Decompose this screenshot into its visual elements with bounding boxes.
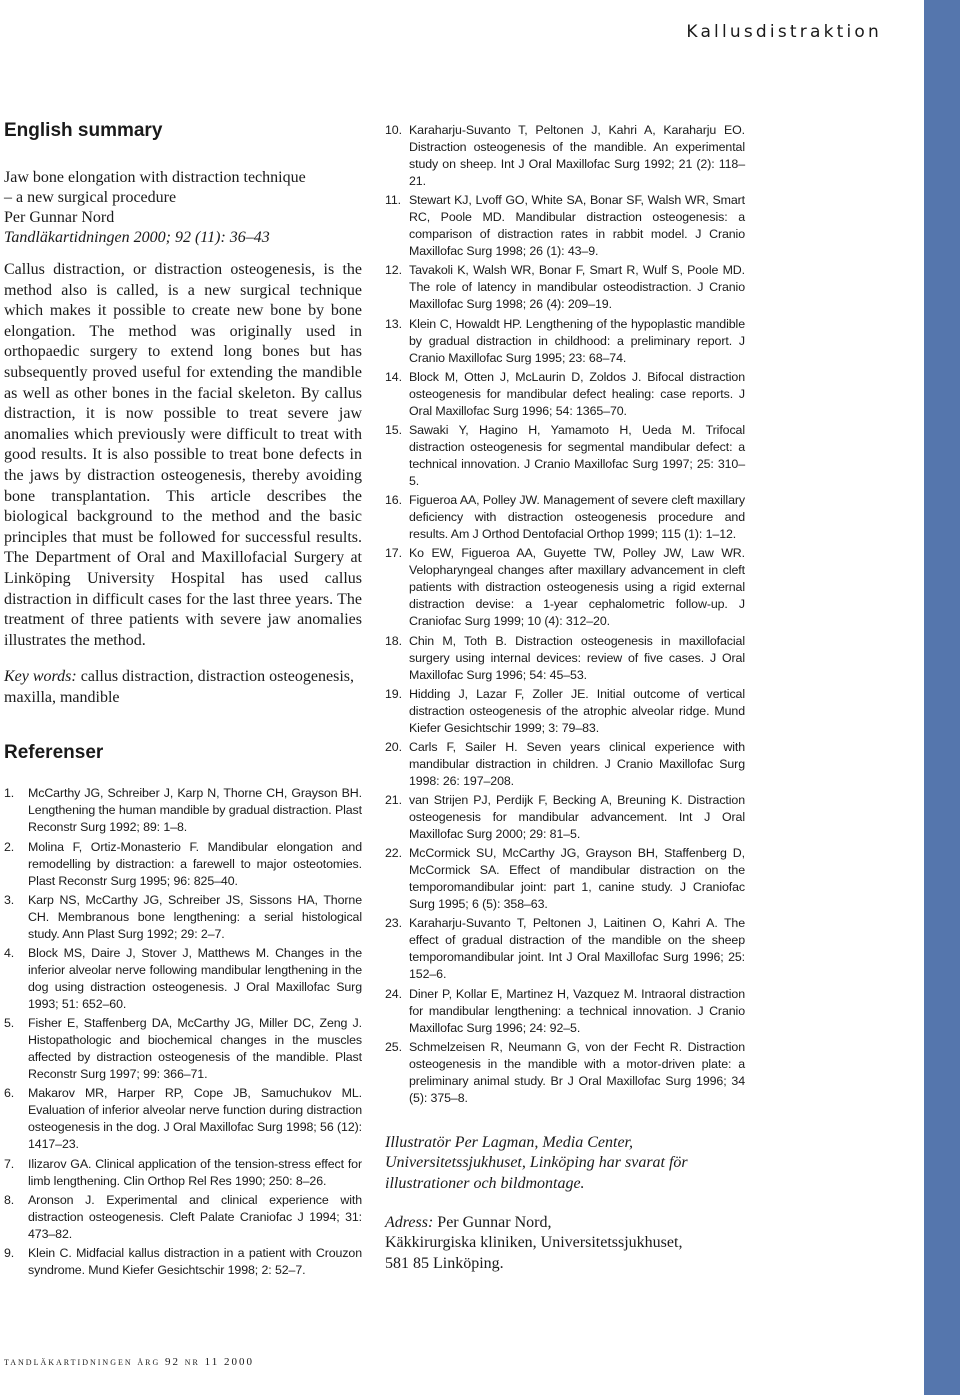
reference-item: 12. Tavakoli K, Walsh WR, Bonar F, Smart R, Wulf S, Poole MD. The role of latency in mandibular osteodistraction. J Cranio Maxillofac Surg 1998; 26 (4): 209–19. [385, 263, 745, 312]
running-head: Kallusdistraktion [686, 22, 882, 42]
right-column [385, 122, 745, 1274]
reference-item: 17. Ko EW, Figueroa AA, Guyette TW, Polley JW, Law WR. Velopharyngeal changes after maxillary advancement in cleft patients with distraction osteogenesis using a rigid external distraction devise: a 1-year cephalometric follow-up. J Craniofac Surg 1999; 10 (4): 312–20. [385, 546, 745, 629]
reference-item: 20. Carls F, Sailer H. Seven years clinical experience with mandibular distraction in children. J Cranio Maxillofac Surg 1998: 26: 197–208. [385, 739, 745, 788]
reference-item: 3. Karp NS, McCarthy JG, Schreiber JS, Sissons HA, Thorne CH. Membranous bone lengthening: a serial histological study. Ann Plast Surg 1992; 29: 2–7. [4, 892, 362, 941]
reference-item: 14. Block M, Otten J, McLaurin D, Zoldos J. Bifocal distraction osteogenesis for mandibular defect healing: case reports. J Oral Maxillofac Surg 1996; 54: 1365–70. [385, 369, 745, 418]
reference-item: 22. McCormick SU, McCarthy JG, Grayson BH, Staffenberg D, McCormick SA. Effect of mandibular distraction on the temporomandibular joint: part 1, canine study. J Craniofac Surg 1995; 6 (5): 358–63. [385, 846, 745, 912]
summary-citation: Tandläkartidningen 2000; 92 (11): 36–43 [4, 229, 270, 246]
reference-item: 5. Fisher E, Staffenberg DA, McCarthy JG, Miller DC, Zeng J. Histopathologic and biochemical changes in the muscles affected by distraction osteogenesis of the mandible. Plast Reconstr Surg 1997; 99: 366–71. [4, 1016, 362, 1082]
reference-item: 18. Chin M, Toth B. Distraction osteogenesis in maxillofacial surgery using internal devices: review of five cases. J Oral Maxillofac Surg 1996; 54: 45–53. [385, 633, 745, 682]
reference-item: 2. Molina F, Ortiz-Monasterio F. Mandibular elongation and remodelling by distraction: a farewell to major osteotomies. Plast Reconstr Surg 1995; 96: 825–40. [4, 839, 362, 888]
keywords-text: callus distraction, distraction osteogenesis, maxilla, mandible [4, 668, 355, 706]
reference-item: 21. van Strijen PJ, Perdijk F, Becking A, Breuning K. Distraction osteogenesis for mandibular advancement. Int J Oral Maxillofac Surg 2000; 29: 81–5. [385, 793, 745, 842]
reference-item: 8. Aronson J. Experimental and clinical experience with distraction osteogenesis. Cleft Palate Craniofac J 1994; 31: 473–82. [4, 1192, 362, 1241]
reference-item: 25. Schmelzeisen R, Neumann G, von der Fecht R. Distraction osteogenesis in the mandible with a motor-driven plate: a preliminary animal study. Br J Oral Maxillofac Surg 1996; 34 (5): 375–8. [385, 1039, 745, 1105]
credits-line: Universitetssjukhuset, Linköping har svarat för [385, 1154, 688, 1172]
reference-item: 7. Ilizarov GA. Clinical application of the tension-stress effect for limb lengthening. Clin Orthop Rel Res 1990; 250: 8–26. [4, 1156, 362, 1188]
address-label: Adress: [385, 1213, 434, 1231]
reference-item: 19. Hidding J, Lazar F, Zoller JE. Initial outcome of vertical distraction osteogenesis of the atrophic alveolar ridge. Mund Kiefer Gesichtschir 1999; 3: 79–83. [385, 686, 745, 735]
summary-title-line: – a new surgical procedure [4, 189, 177, 206]
reference-item: 16. Figueroa AA, Polley JW. Management of severe cleft maxillary deficiency with distraction osteogenesis procedure and results. Am J Orthod Dentofacial Orthop 1999; 115 (1): 1–12. [385, 493, 745, 542]
reference-list-right [385, 122, 745, 1107]
summary-keywords [4, 667, 362, 708]
address-name: Per Gunnar Nord, [433, 1213, 552, 1231]
credits-line: Illustratör Per Lagman, Media Center, [385, 1133, 633, 1151]
summary-title-line: Jaw bone elongation with distraction technique [4, 169, 306, 186]
reference-item: 9. Klein C. Midfacial kallus distraction in a patient with Crouzon syndrome. Mund Kiefer Gesichtschir 1998; 2: 52–7. [4, 1245, 362, 1277]
reference-item: 13. Klein C, Howaldt HP. Lengthening of the hypoplastic mandible by gradual distraction in childhood: a preliminary report. J Cranio Maxillofac Surg 1995; 23: 68–74. [385, 316, 745, 365]
references-heading: Referenser [4, 742, 104, 764]
page-edge-color-bar [924, 0, 960, 1395]
summary-author: Per Gunnar Nord [4, 209, 115, 226]
summary-heading: English summary [4, 120, 163, 141]
reference-item: 11. Stewart KJ, Lvoff GO, White SA, Bonar SF, Walsh WR, Smart RC, Poole MD. Mandibular distraction osteogenesis: a comparison of distraction rates in rabbit model. J Cranio Maxillofac Surg 1998; 26 (1): 43–9. [385, 193, 745, 259]
credits-line: illustrationer och bildmontage. [385, 1175, 585, 1192]
reference-item: 24. Diner P, Kollar E, Martinez H, Vazquez M. Intraoral distraction for mandibular lengthening: a technical innovation. J Cranio Maxillofac Surg 1996; 24: 92–5. [385, 986, 745, 1035]
reference-item: 6. Makarov MR, Harper RP, Cope JB, Samuchukov ML. Evaluation of inferior alveolar nerve function during distraction osteogenesis in the dog. J Oral Maxillofac Surg 1998; 56 (12): 1417–23. [4, 1086, 362, 1152]
keywords-label: Key words: [4, 668, 77, 686]
reference-item: 23. Karaharju-Suvanto T, Peltonen J, Laitinen O, Kahri A. The effect of gradual distraction of the mandible on the sheep temporomandibular joint. Int J Oral Maxillofac Surg 1996; 25: 152–6. [385, 916, 745, 982]
author-address [385, 1213, 745, 1275]
illustration-credits [385, 1133, 745, 1195]
summary-title-block [4, 168, 362, 248]
summary-abstract: Callus distraction, or distraction osteogenesis, is the method also is called, is a new surgical technique which makes it possible to create new bone by bone elongation. The method was originally used in orthopaedic surgery to extend long bones but has subsequently proved useful for extending the mandible as well as other bones in the facial skeleton. By callus distraction, it is now possible to treat severe jaw anomalies which previously were difficult to treat with good results. It is also possible to treat bone defects in the jaws by distraction osteogenesis, thereby avoiding bone transplantation. This article describes the biological background to the method and the basic principles that must be followed for successful results. The Department of Oral and Maxillofacial Surgery at Linköping University Hospital has used callus distraction in difficult cases for the last three years. The treatment of three patients with severe jaw anomalies illustrates the method. [4, 261, 362, 649]
journal-footer: tandläkartidningen årg 92 nr 11 2000 [4, 1356, 254, 1368]
reference-list-left [4, 785, 362, 1279]
reference-item: 15. Sawaki Y, Hagino H, Yamamoto H, Ueda M. Trifocal distraction osteogenesis for segmental mandibular defect: a technical innovation. J Cranio Maxillofac Surg 1997; 25: 310–5. [385, 422, 745, 488]
reference-item: 10. Karaharju-Suvanto T, Peltonen J, Kahri A, Karaharju EO. Distraction osteogenesis of the mandible. An experimental study on sheep. Int J Oral Maxillofac Surg 1992; 21 (2): 118–21. [385, 123, 745, 188]
address-line: 581 85 Linköping. [385, 1254, 504, 1272]
address-line: Käkkirurgiska kliniken, Universitetssjukhuset, [385, 1234, 683, 1252]
reference-item: 1. McCarthy JG, Schreiber J, Karp N, Thorne CH, Grayson BH. Lengthening the human mandible by gradual distraction. Plast Reconstr Surg 1992; 89: 1–8. [4, 786, 362, 835]
reference-item: 4. Block MS, Daire J, Stover J, Matthews M. Changes in the inferior alveolar nerve following mandibular lengthening in the dog using distraction osteogenesis. J Oral Maxillofac Surg 1993; 51: 652–60. [4, 946, 362, 1012]
left-column [4, 120, 362, 1281]
